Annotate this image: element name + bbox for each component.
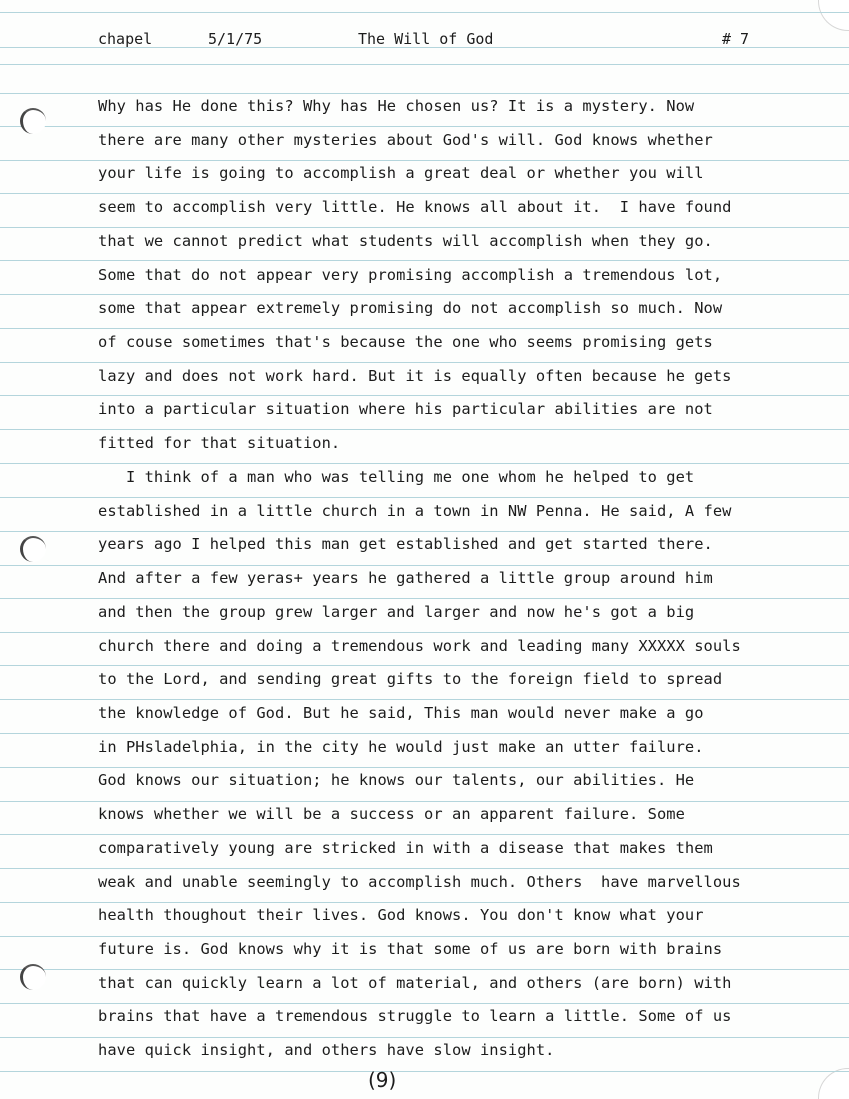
header-page-number: # 7 xyxy=(722,30,750,48)
text-line: health thoughout their lives. God knows. You don't know what your xyxy=(98,906,704,924)
text-line: I think of a man who was telling me one whom he helped to get xyxy=(98,468,695,486)
ruled-line xyxy=(0,260,849,261)
ruled-line xyxy=(0,868,849,869)
ruled-line xyxy=(0,395,849,396)
header-heading: chapel xyxy=(98,30,153,48)
text-line: seem to accomplish very little. He knows all about it. I have found xyxy=(98,198,732,216)
ruled-line xyxy=(0,936,849,937)
text-line: and then the group grew larger and larger and now he's got a big xyxy=(98,603,695,621)
text-line: fitted for that situation. xyxy=(98,434,341,452)
text-line: that can quickly learn a lot of material, and others (are born) with xyxy=(98,974,732,992)
ruled-line xyxy=(0,699,849,700)
ruled-line xyxy=(0,902,849,903)
ruled-line xyxy=(0,801,849,802)
ruled-line xyxy=(0,497,849,498)
handwritten-page-number: (9) xyxy=(368,1068,397,1092)
ruled-line xyxy=(0,733,849,734)
page-corner-top xyxy=(818,0,849,31)
text-line: have quick insight, and others have slow insight. xyxy=(98,1041,555,1059)
ruled-line xyxy=(0,227,849,228)
text-line: that we cannot predict what students will accomplish when they go. xyxy=(98,232,713,250)
ruled-line xyxy=(0,969,849,970)
text-line: church there and doing a tremendous work and leading many XXXXX souls xyxy=(98,637,741,655)
header-date: 5/1/75 xyxy=(208,30,263,48)
header-title: The Will of God xyxy=(358,30,494,48)
text-line: there are many other mysteries about God's will. God knows whether xyxy=(98,131,713,149)
ruled-line xyxy=(0,1037,849,1038)
binder-hole-top xyxy=(20,108,46,134)
ruled-line xyxy=(0,193,849,194)
text-line: established in a little church in a town in NW Penna. He said, A few xyxy=(98,502,732,520)
ruled-line xyxy=(0,767,849,768)
ruled-line xyxy=(0,834,849,835)
ruled-line xyxy=(0,531,849,532)
text-line: knows whether we will be a success or an apparent failure. Some xyxy=(98,805,685,823)
text-line: years ago I helped this man get established and get started there. xyxy=(98,535,713,553)
text-line: your life is going to accomplish a great deal or whether you will xyxy=(98,164,704,182)
text-line: weak and unable seemingly to accomplish much. Others have marvellous xyxy=(98,873,741,891)
ruled-line xyxy=(0,328,849,329)
ruled-line xyxy=(0,429,849,430)
text-line: lazy and does not work hard. But it is equally often because he gets xyxy=(98,367,732,385)
binder-hole-bottom xyxy=(20,964,46,990)
text-line: to the Lord, and sending great gifts to the foreign field to spread xyxy=(98,670,723,688)
text-line: Some that do not appear very promising accomplish a tremendous lot, xyxy=(98,266,723,284)
binder-hole-middle xyxy=(20,536,46,562)
text-line: comparatively young are stricked in with a disease that makes them xyxy=(98,839,713,857)
ruled-line xyxy=(0,665,849,666)
ruled-line xyxy=(0,126,849,127)
text-line: brains that have a tremendous struggle to learn a little. Some of us xyxy=(98,1007,732,1025)
text-line: some that appear extremely promising do not accomplish so much. Now xyxy=(98,299,723,317)
page-corner-bottom xyxy=(818,1068,849,1099)
text-line: the knowledge of God. But he said, This man would never make a go xyxy=(98,704,704,722)
ruled-line xyxy=(0,12,849,13)
text-line: into a particular situation where his particular abilities are not xyxy=(98,400,713,418)
ruled-line xyxy=(0,362,849,363)
text-line: future is. God knows why it is that some of us are born with brains xyxy=(98,940,723,958)
ruled-line xyxy=(0,565,849,566)
ruled-line xyxy=(0,1003,849,1004)
ruled-line xyxy=(0,598,849,599)
ruled-line xyxy=(0,160,849,161)
text-line: of couse sometimes that's because the one who seems promising gets xyxy=(98,333,713,351)
text-line: in PHsladelphia, in the city he would just make an utter failure. xyxy=(98,738,704,756)
ruled-line xyxy=(0,93,849,94)
text-line: Why has He done this? Why has He chosen us? It is a mystery. Now xyxy=(98,97,695,115)
ruled-line xyxy=(0,463,849,464)
text-line: And after a few yeras+ years he gathered a little group around him xyxy=(98,569,713,587)
ruled-line xyxy=(0,294,849,295)
text-line: God knows our situation; he knows our talents, our abilities. He xyxy=(98,771,695,789)
ruled-line xyxy=(0,1071,849,1072)
ruled-line xyxy=(0,64,849,65)
ruled-line xyxy=(0,632,849,633)
